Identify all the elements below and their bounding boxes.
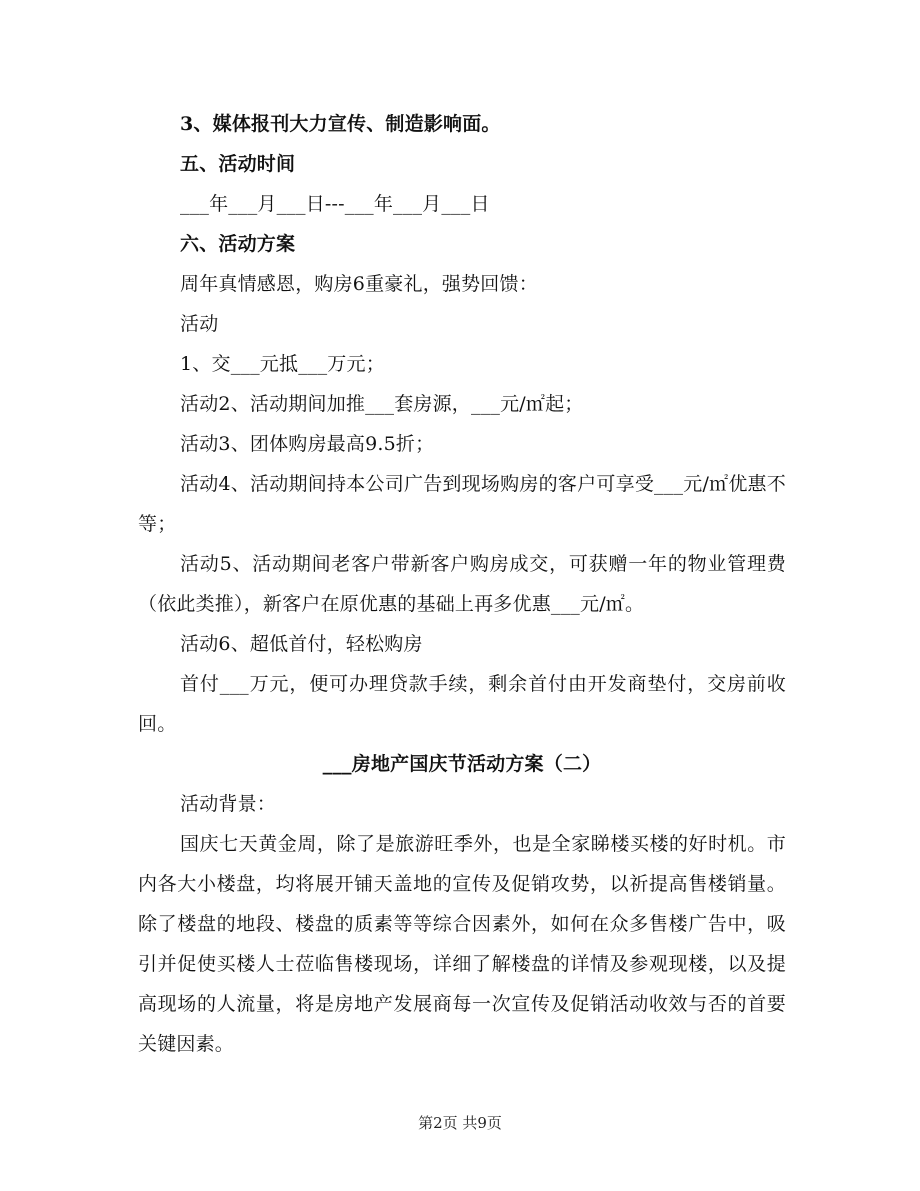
section-heading-activity-time: 五、活动时间 <box>180 153 296 175</box>
activity-label: 活动 <box>180 313 219 335</box>
section-heading-activity-plan: 六、活动方案 <box>180 233 296 255</box>
background-paragraph: 国庆七天黄金周，除了是旅游旺季外，也是全家睇楼买楼的好时机。市内各大小楼盘，均将展开铺天盖地的宣传及促销攻势，以祈提高售楼销量。除了楼盘的地段、楼盘的质素等等综合因素外，如何在众多售楼广告中，吸引并促使买楼人士莅临售楼现场，详细了解楼盘的详情及参观现楼，以及提高现场的人流量，将是房地产发展商每一次宣传及促销活动收效与否的首要关键因素。 <box>138 833 786 1055</box>
activity-item-6: 活动6、超低首付，轻松购房 <box>180 633 423 655</box>
activity-item-6-detail: 首付___万元，便可办理贷款手续，剩余首付由开发商垫付，交房前收回。 <box>138 673 786 735</box>
activity-intro: 周年真情感恩，购房6重豪礼，强势回馈： <box>180 273 538 295</box>
activity-item-5: 活动5、活动期间老客户带新客户购房成交，可获赠一年的物业管理费（依此类推），新客户在原优惠的基础上再多优惠___元/㎡。 <box>138 553 786 615</box>
activity-item-4: 活动4、活动期间持本公司广告到现场购房的客户可享受___元/㎡优惠不等； <box>138 473 786 535</box>
activity-item-3: 活动3、团体购房最高9.5折； <box>180 433 435 455</box>
page-number-footer: 第2页 共9页 <box>418 1114 502 1132</box>
activity-date-range: ___年___月___日---___年___月___日 <box>180 193 490 215</box>
activity-item-1: 1、交___元抵___万元； <box>180 353 385 375</box>
document-body <box>138 104 786 1064</box>
activity-item-2: 活动2、活动期间加推___套房源，___元/㎡起； <box>180 393 584 415</box>
list-item-media-promotion: 3、媒体报刊大力宣传、制造影响面。 <box>180 113 501 135</box>
background-label: 活动背景： <box>180 793 277 815</box>
part-two-title: ___房地产国庆节活动方案（二） <box>322 753 602 775</box>
